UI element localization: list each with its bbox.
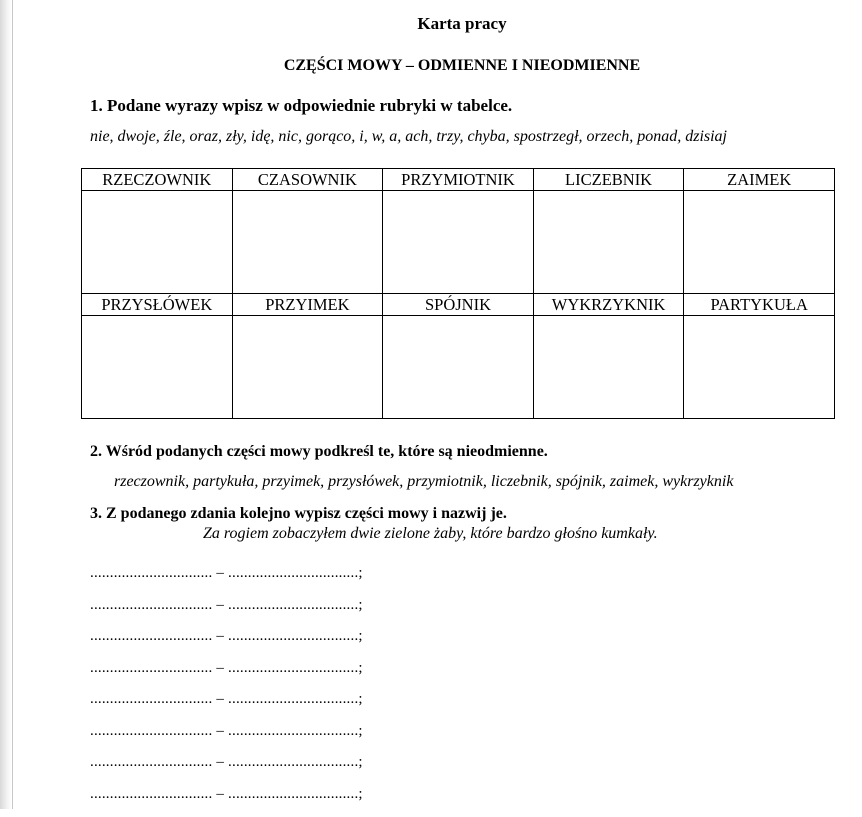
- table-header-cell: RZECZOWNIK: [82, 169, 233, 191]
- answer-cell[interactable]: [232, 316, 383, 419]
- table-header-cell: ZAIMEK: [684, 169, 835, 191]
- answer-cell[interactable]: [684, 316, 835, 419]
- answer-cell[interactable]: [82, 191, 233, 294]
- answer-line[interactable]: ............................... – .................................;: [90, 597, 363, 629]
- table-header-row: [82, 294, 835, 316]
- answer-cell[interactable]: [383, 316, 534, 419]
- table-header-cell: PRZYSŁÓWEK: [82, 294, 233, 316]
- task3-sentence: Za rogiem zobaczyłem dwie zielone żaby, które bardzo głośno kumkały.: [203, 525, 658, 543]
- answer-line[interactable]: ............................... – .................................;: [90, 786, 363, 817]
- answer-cell[interactable]: [82, 316, 233, 419]
- table-answer-row: [82, 316, 835, 419]
- table-header-cell: PRZYMIOTNIK: [383, 169, 534, 191]
- answer-line[interactable]: ............................... – .................................;: [90, 723, 363, 755]
- page-edge: [12, 0, 13, 809]
- task1-instruction: 1. Podane wyrazy wpisz w odpowiednie rubryki w tabelce.: [90, 96, 512, 116]
- table-header-cell: PARTYKUŁA: [684, 294, 835, 316]
- answer-line[interactable]: ............................... – .................................;: [90, 565, 363, 597]
- table-header-cell: LICZEBNIK: [533, 169, 684, 191]
- task3-instruction: 3. Z podanego zdania kolejno wypisz części mowy i nazwij je.: [90, 505, 507, 523]
- answer-cell[interactable]: [533, 316, 684, 419]
- page-shadow: [0, 0, 12, 809]
- table-header-cell: PRZYIMEK: [232, 294, 383, 316]
- task1-word-list: nie, dwoje, źle, oraz, zły, idę, nic, gorąco, i, w, a, ach, trzy, chyba, spostrzegł, orzech, ponad, dzisiaj: [90, 128, 727, 146]
- table-header-cell: CZASOWNIK: [232, 169, 383, 191]
- answer-cell[interactable]: [684, 191, 835, 294]
- task2-parts-list: rzeczownik, partykuła, przyimek, przysłówek, przymiotnik, liczebnik, spójnik, zaimek, wykrzyknik: [114, 473, 733, 491]
- answer-line[interactable]: ............................... – .................................;: [90, 660, 363, 692]
- answer-line[interactable]: ............................... – .................................;: [90, 691, 363, 723]
- answer-lines: [90, 565, 363, 817]
- table-header-cell: SPÓJNIK: [383, 294, 534, 316]
- answer-cell[interactable]: [533, 191, 684, 294]
- table-header-row: [82, 169, 835, 191]
- answer-line[interactable]: ............................... – .................................;: [90, 628, 363, 660]
- table-header-cell: WYKRZYKNIK: [533, 294, 684, 316]
- table-answer-row: [82, 191, 835, 294]
- parts-of-speech-table: [81, 168, 835, 419]
- task2-instruction: 2. Wśród podanych części mowy podkreśl te, które są nieodmienne.: [90, 443, 548, 461]
- answer-cell[interactable]: [232, 191, 383, 294]
- page-subtitle: CZĘŚCI MOWY – ODMIENNE I NIEODMIENNE: [0, 57, 862, 75]
- page-title: Karta pracy: [0, 14, 862, 34]
- answer-cell[interactable]: [383, 191, 534, 294]
- answer-line[interactable]: ............................... – .................................;: [90, 754, 363, 786]
